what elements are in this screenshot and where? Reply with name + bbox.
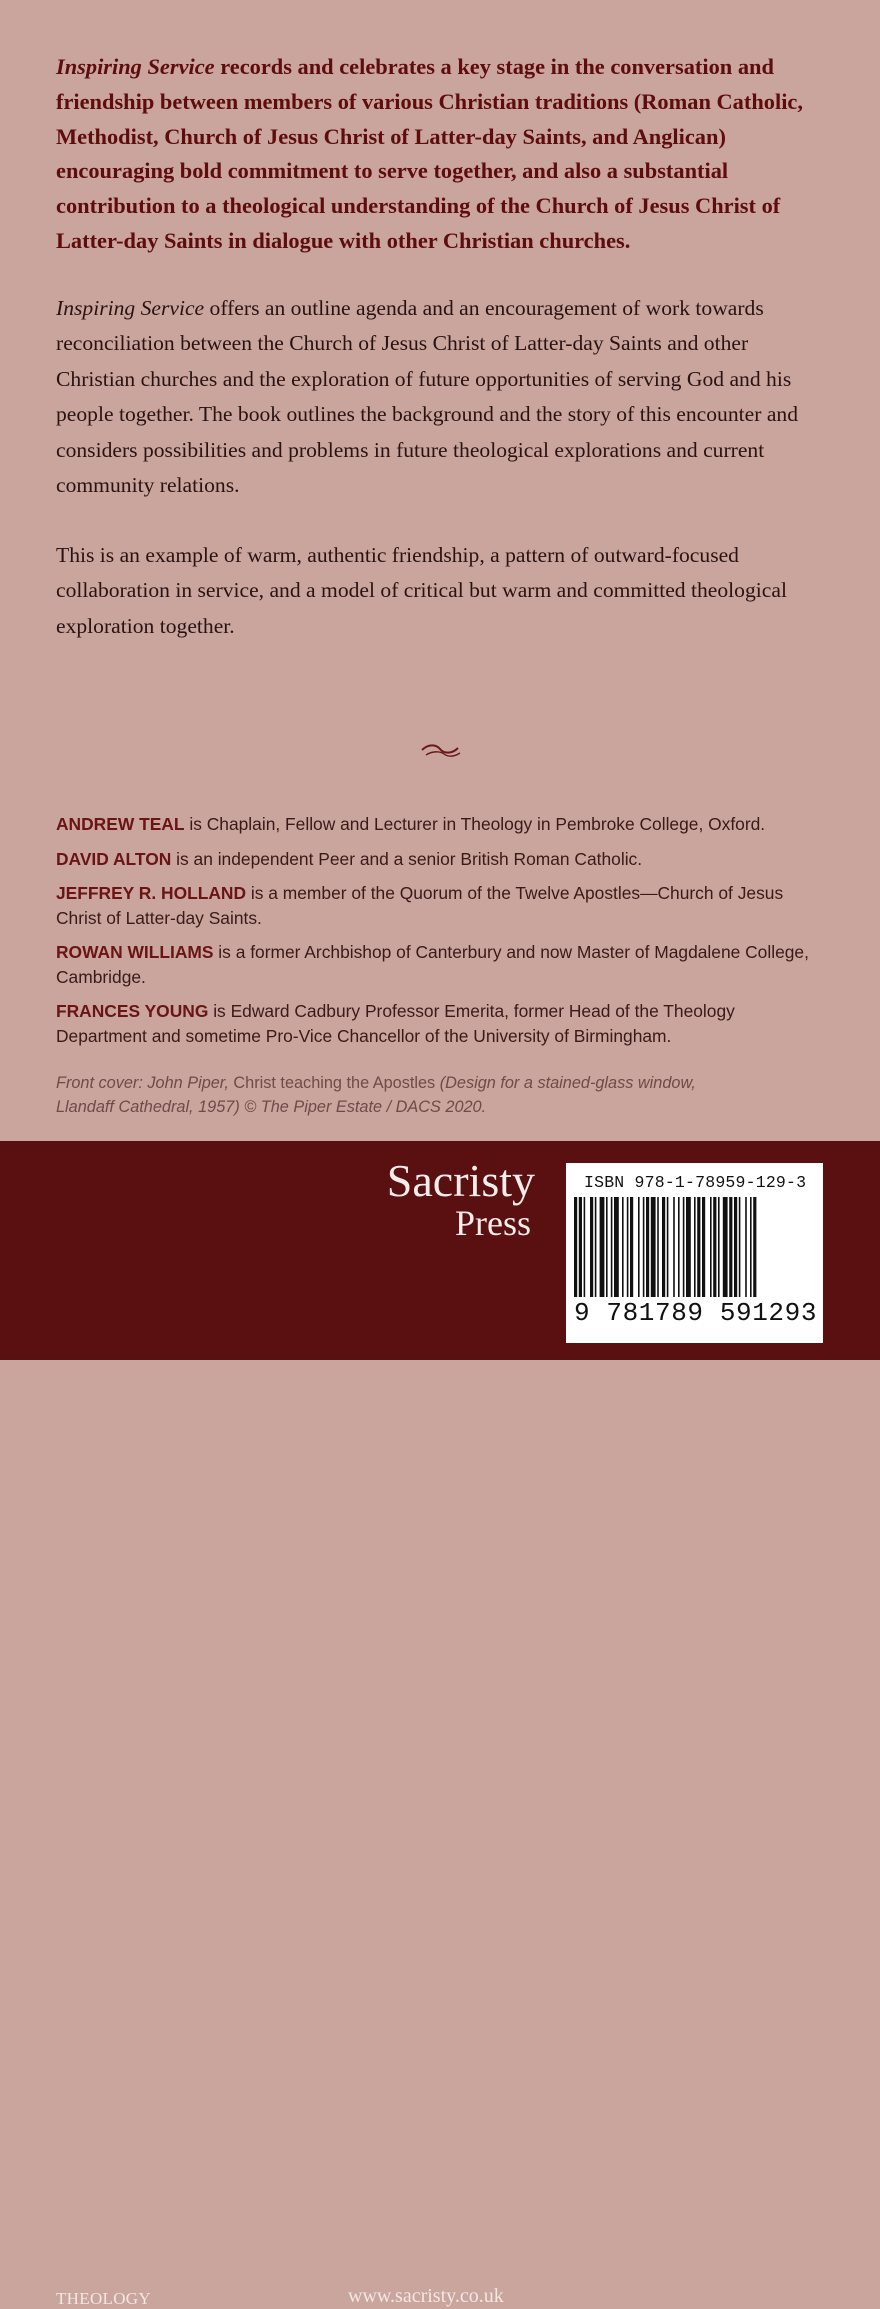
barcode-digits: 9 781789 591293 xyxy=(574,1298,818,1328)
bio-name: JEFFREY R. HOLLAND xyxy=(56,883,247,903)
barcode-bar xyxy=(750,1197,752,1297)
barcode-bar xyxy=(710,1197,712,1297)
barcode-bar xyxy=(630,1197,633,1297)
subject-label: THEOLOGY xyxy=(56,2289,151,2308)
isbn-label: ISBN 978-1-78959-129-3 xyxy=(584,1173,807,1192)
barcode-bar xyxy=(694,1197,696,1297)
credit-suffix: (Design for a stained-glass window, Llandaff Cathedral, 1957) © The Piper Estate / DACS 2020. xyxy=(56,1074,696,1116)
bio-name: DAVID ALTON xyxy=(56,848,172,869)
bio-name: ANDREW TEAL xyxy=(56,814,185,834)
barcode-bar xyxy=(739,1197,741,1297)
publisher-name: Sacristy xyxy=(386,1155,535,1206)
barcode-bar xyxy=(600,1197,605,1297)
barcode-bar xyxy=(657,1197,659,1297)
cover-credit xyxy=(56,1072,696,1119)
barcode-bar xyxy=(579,1197,582,1297)
description-text: offers an outline agenda and an encouragement of work towards reconciliation between the Church of Jesus Christ of Latter-day Saints and other Christian churches and the exploration of future opportunities of serving God and his people together. The book outlines the background and the story of this encounter and considers possibilities and problems in future theological explorations and current community relations. xyxy=(56,295,798,498)
bio-text: is a former Archbishop of Canterbury and now Master of Magdalene College, Cambridge. xyxy=(56,942,809,987)
bio-name: FRANCES YOUNG xyxy=(56,1001,209,1021)
lead-text: records and celebrates a key stage in the conversation and friendship between members of various Christian traditions (Roman Catholic, Methodist, Church of Jesus Christ of Latter-day Saints, and Anglican) encouraging bold commitment to serve together, and also a substantial contribution to a theological understanding of the Church of Jesus Christ of Latter-day Saints in dialogue with other Christian churches. xyxy=(56,54,803,253)
publisher-url: www.sacristy.co.uk xyxy=(348,2285,504,2307)
barcode-bar xyxy=(574,1197,577,1297)
barcode-bar xyxy=(678,1197,680,1297)
barcode-bar xyxy=(627,1197,629,1297)
bio-name: ROWAN WILLIAMS xyxy=(56,942,214,962)
barcode-bar xyxy=(638,1197,640,1297)
barcode-bar xyxy=(718,1197,720,1297)
description-paragraph xyxy=(56,291,826,504)
barcode-bar xyxy=(590,1197,593,1297)
lead-paragraph xyxy=(56,50,826,259)
bio-rowan-williams xyxy=(56,940,826,989)
barcode-bar xyxy=(622,1197,624,1297)
bio-text: is an independent Peer and a senior British Roman Catholic. xyxy=(171,848,643,869)
barcode-bar xyxy=(683,1197,685,1297)
barcode-bar xyxy=(723,1197,728,1297)
book-title: Inspiring Service xyxy=(56,54,215,79)
barcode-bar xyxy=(713,1197,716,1297)
publisher-logo xyxy=(370,1157,535,1241)
bio-david-alton xyxy=(56,847,826,872)
bio-frances-young xyxy=(56,999,826,1048)
bio-jeffrey-holland xyxy=(56,881,826,930)
barcode-bar xyxy=(702,1197,705,1297)
barcode-bar xyxy=(673,1197,675,1297)
bio-text: is Edward Cadbury Professor Emerita, former Head of the Theology Department and sometime Pro-Vice Chancellor of the University of Birmingham. xyxy=(56,1001,735,1046)
barcode-bar xyxy=(584,1197,586,1297)
barcode-bar xyxy=(611,1197,613,1297)
barcode-bar xyxy=(729,1197,732,1297)
summary-paragraph: This is an example of warm, authentic friendship, a pattern of outward-focused collaboration in service, and a model of critical but warm and committed theological exploration together. xyxy=(56,542,787,638)
barcode-bar xyxy=(646,1197,649,1297)
barcode-bar xyxy=(643,1197,645,1297)
credit-prefix: Front cover: John Piper, xyxy=(56,1074,234,1092)
credit-work: Christ teaching the Apostles xyxy=(233,1074,436,1092)
isbn-barcode xyxy=(566,1163,823,1343)
barcode-bar xyxy=(614,1197,619,1297)
barcode-bar xyxy=(662,1197,665,1297)
barcode-bar xyxy=(606,1197,608,1297)
barcode-bar xyxy=(686,1197,691,1297)
bio-text: is Chaplain, Fellow and Lecturer in Theology in Pembroke College, Oxford. xyxy=(184,814,766,834)
footer-band xyxy=(0,1141,880,2308)
blurb xyxy=(56,50,826,644)
contributor-bios xyxy=(56,812,826,1058)
barcode-bar xyxy=(753,1197,756,1297)
bio-andrew-teal xyxy=(56,812,826,837)
barcode-bars xyxy=(574,1197,815,1297)
barcode-bar xyxy=(734,1197,737,1297)
barcode-bar xyxy=(595,1197,597,1297)
publisher-sub: Press xyxy=(454,1203,531,1243)
barcode-bar xyxy=(697,1197,700,1297)
bio-text: is a member of the Quorum of the Twelve Apostles—Church of Jesus Christ of Latter-day Saints. xyxy=(56,883,784,928)
flourish-ornament-icon xyxy=(410,738,470,762)
barcode-bar xyxy=(745,1197,747,1297)
barcode-bar xyxy=(667,1197,669,1297)
book-title: Inspiring Service xyxy=(56,295,205,320)
barcode-bar xyxy=(651,1197,656,1297)
